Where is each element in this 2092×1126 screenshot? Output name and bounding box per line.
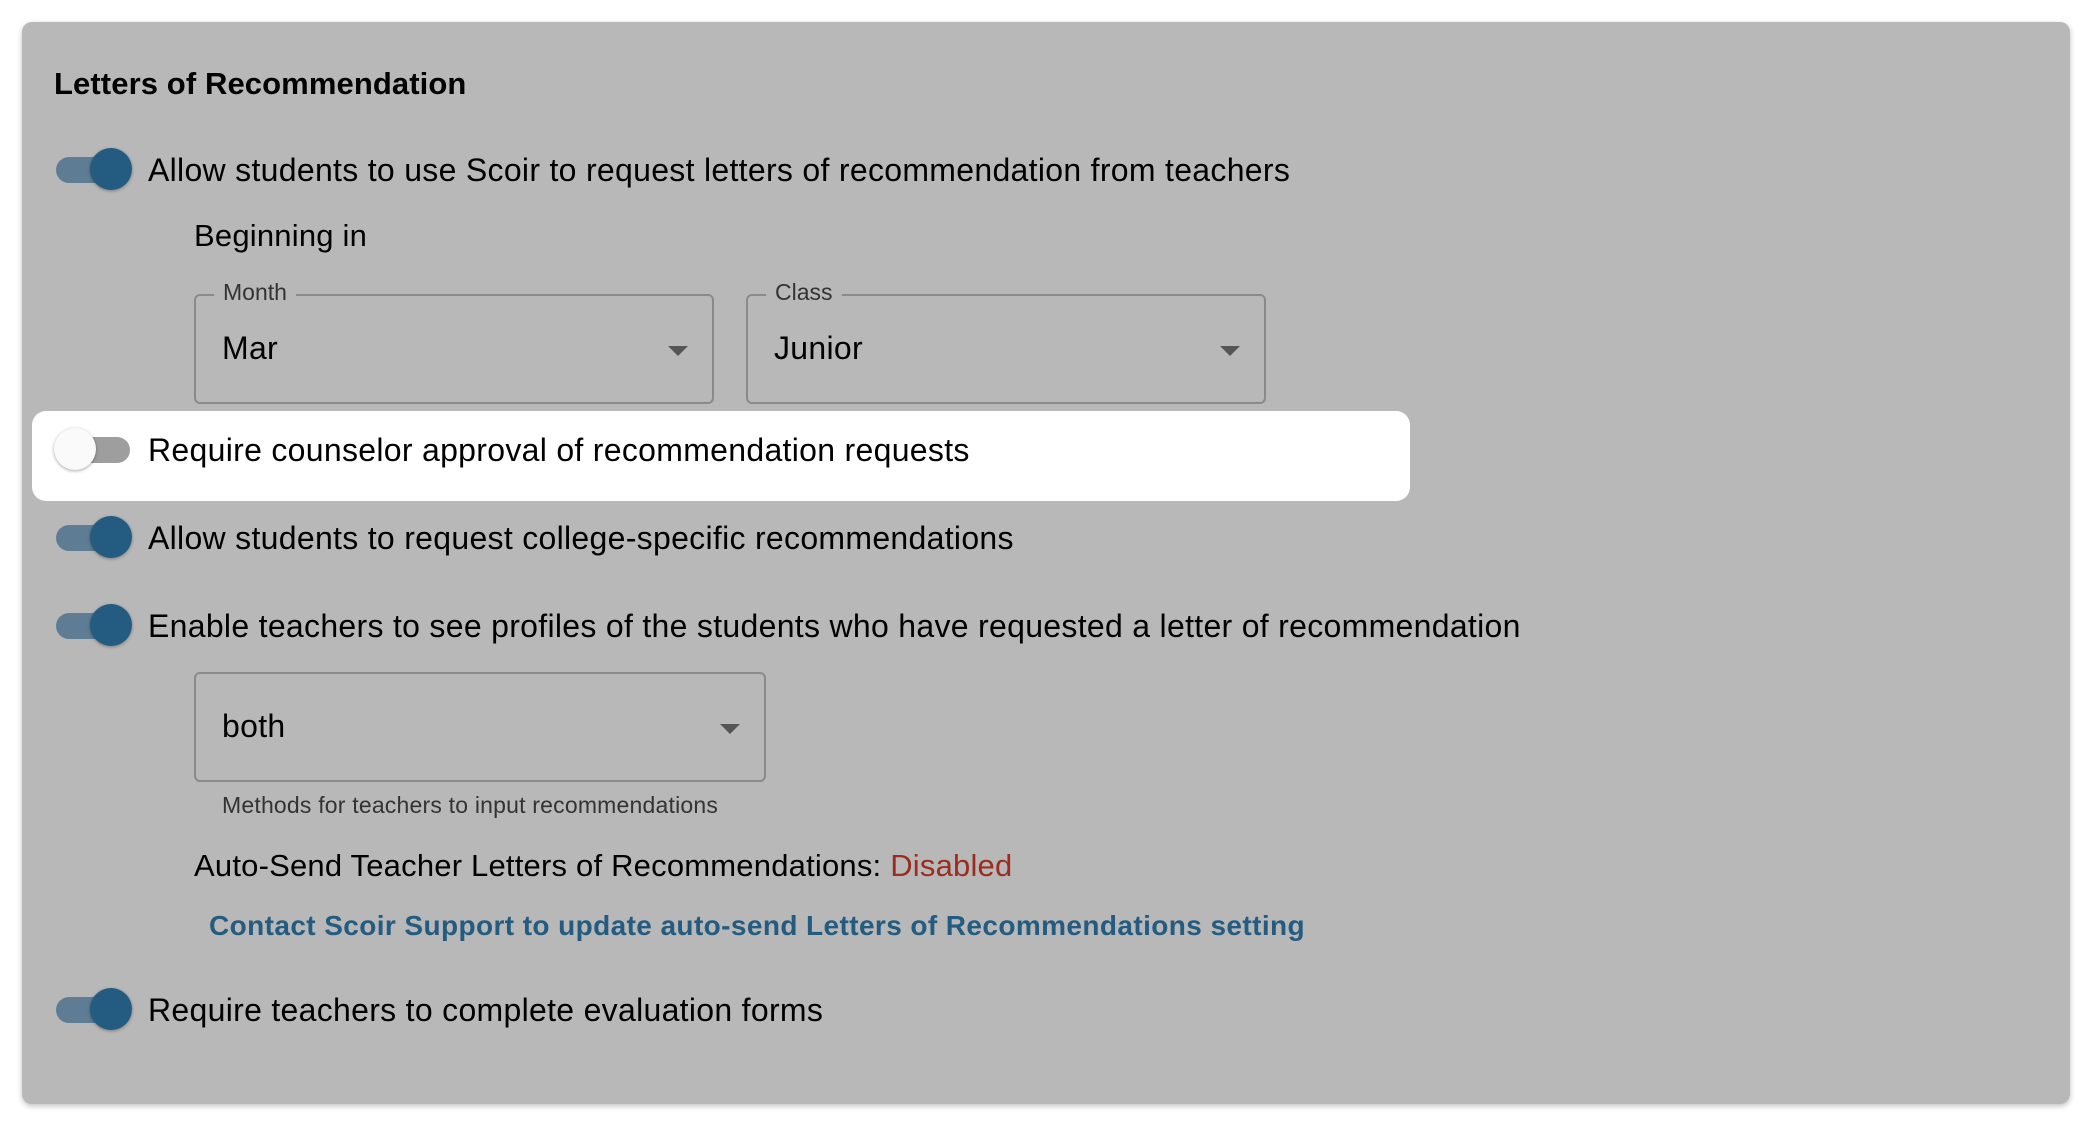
evaluation-forms-toggle[interactable] (54, 988, 134, 1032)
toggle-thumb (90, 604, 132, 646)
month-value: Mar (222, 330, 279, 366)
chevron-down-icon (668, 346, 688, 356)
class-select[interactable] (746, 279, 1266, 404)
evaluation-forms-label: Require teachers to complete evaluation forms (148, 991, 824, 1028)
input-method-select[interactable] (194, 672, 766, 782)
toggle-thumb (54, 428, 96, 470)
toggle-thumb (90, 988, 132, 1030)
toggle-thumb (90, 148, 132, 190)
input-method-value: both (222, 708, 286, 744)
contact-support-link[interactable]: Contact Scoir Support to update auto-send Letters of Recommendations setting (209, 910, 1306, 941)
counselor-approval-toggle[interactable] (54, 428, 134, 472)
auto-send-label: Auto-Send Teacher Letters of Recommendations: (194, 848, 882, 883)
class-value: Junior (774, 330, 863, 366)
letters-of-recommendation-card (22, 22, 2070, 1104)
section-title: Letters of Recommendation (54, 66, 467, 101)
toggle-thumb (90, 516, 132, 558)
chevron-down-icon (1220, 346, 1240, 356)
counselor-approval-label: Require counselor approval of recommendation requests (148, 431, 970, 468)
month-legend: Month (214, 279, 296, 306)
college-specific-toggle[interactable] (54, 516, 134, 560)
class-legend: Class (766, 279, 842, 306)
allow-requests-label: Allow students to use Scoir to request letters of recommendation from teachers (148, 151, 1291, 188)
teacher-profiles-label: Enable teachers to see profiles of the students who have requested a letter of recommendation (148, 607, 1521, 644)
teacher-profiles-toggle[interactable] (54, 604, 134, 648)
auto-send-status (194, 848, 1012, 884)
college-specific-label: Allow students to request college-specific recommendations (148, 519, 1014, 556)
beginning-in-label: Beginning in (194, 218, 368, 253)
chevron-down-icon (720, 724, 740, 734)
auto-send-status-value: Disabled (890, 848, 1013, 883)
month-select[interactable] (194, 279, 714, 404)
allow-requests-toggle[interactable] (54, 148, 134, 192)
input-method-helper: Methods for teachers to input recommendations (222, 792, 719, 818)
